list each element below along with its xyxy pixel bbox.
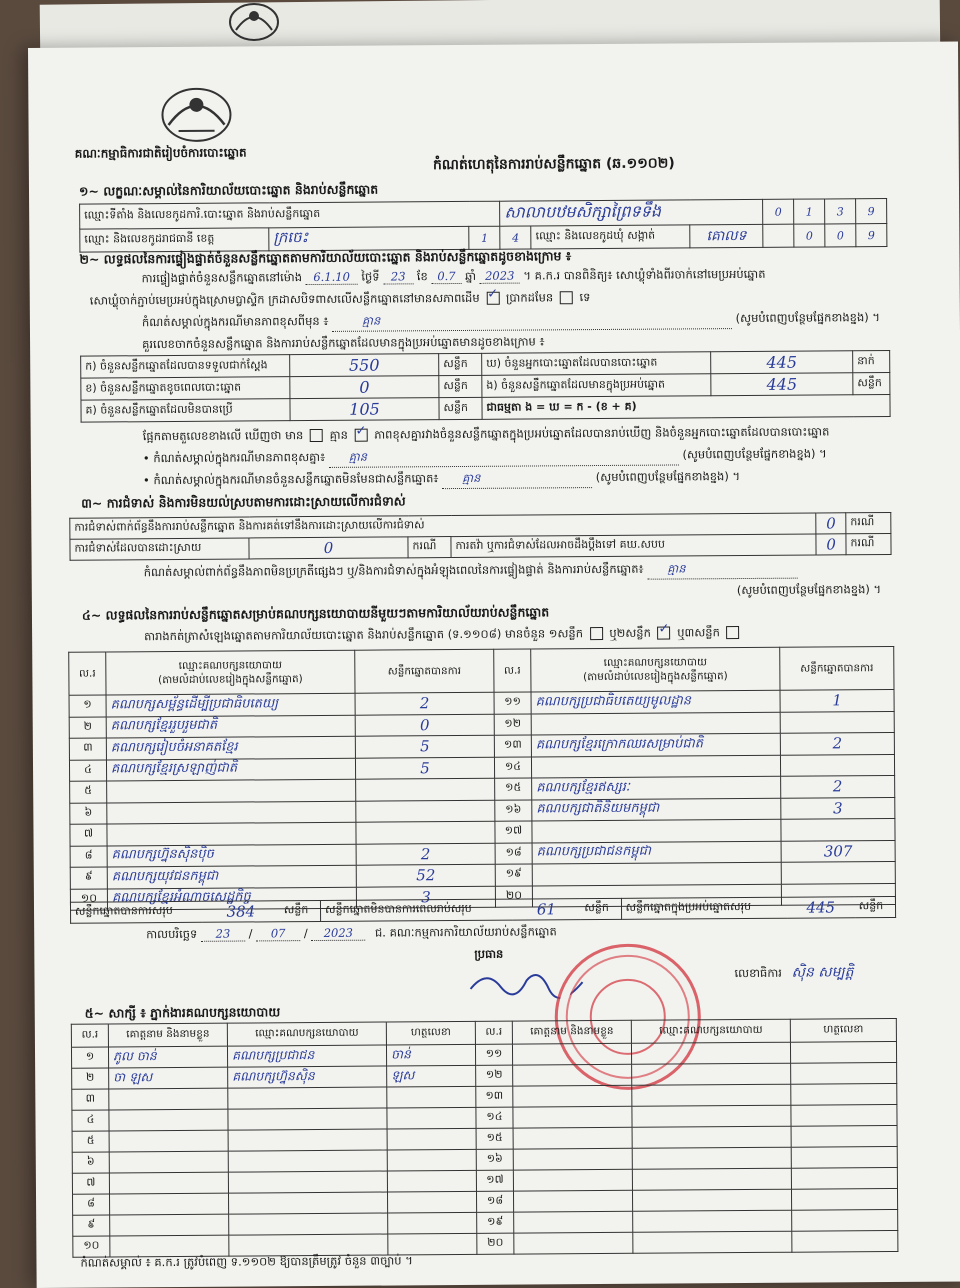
witness-signature[interactable] [387,1107,476,1129]
witness-party [229,1213,388,1235]
party-name: គណបក្សខ្មែរក្រោកឈរសម្រាប់ជាតិ [531,733,780,756]
witness-row [73,1230,898,1257]
three-sheet-checkbox[interactable] [726,626,739,639]
witness-name [109,1172,228,1194]
location-label: ឈ្មោះទីតាំង និងលេខកូដការិ.បោះឆ្នោត និងរាប់សន្លឹកឆ្នោត [80,201,500,229]
party-no: ៤ [69,759,106,781]
party-votes: 3 [356,886,495,908]
party-no: ៦ [70,802,107,824]
witness-no: ៨ [73,1194,110,1215]
col-party-right [531,647,780,692]
party-no: ៣ [69,738,106,760]
party-no: ១២ [494,714,531,736]
witness-party [633,1210,792,1232]
witness-no: ៧ [72,1173,109,1194]
verification-line [142,267,766,288]
two-sheet-label: ឬ២សន្លឹក [609,625,651,640]
col-votes-right: សន្លឹកឆ្នោតបានការ [780,646,894,690]
witness-name [110,1235,229,1257]
witness-no: ១០ [73,1236,110,1257]
section3-hint: (សូមបំពេញបន្ថែមផ្នែកខាងខ្នង) ។ [736,582,882,598]
col-party-left-l2: (តាមលំដាប់លេខរៀងក្នុងសន្លឹកឆ្នោត) [158,673,303,687]
formula-note: ជាធម្មតា ង = ឃ = ក - (ខ + គ) [482,394,890,419]
witness-party [632,1189,791,1211]
no-difference-label: គ្មាន [329,427,348,442]
witness-col-no-left: ល.រ [71,1024,108,1047]
date-month: 07 [256,926,300,941]
witness-no: ១៧ [476,1170,513,1191]
witness-no: ៣ [72,1089,109,1110]
witness-no: ១៩ [477,1212,514,1233]
complaint-value: 0 [816,534,846,555]
witness-no: ២ [72,1068,109,1089]
objection-value: 0 [816,513,846,534]
section3-note-value: គ្មាន [647,561,797,580]
witness-name [109,1130,228,1152]
time-value: 6.1.10 [306,270,358,285]
witness-party [228,1108,387,1130]
kv-value-c: 105 [290,398,439,421]
difference-line [143,424,830,446]
note1-line [142,310,922,333]
party-no: ៥ [70,781,107,803]
party-votes: 52 [356,864,495,886]
kv-label-d: ឃ) ចំនួនអ្នកបោះឆ្នោតដែលបានបោះឆ្នោត [482,352,711,376]
kv-unit-d: នាក់ [853,350,890,372]
two-sheet-checkbox[interactable] [657,627,670,640]
witness-signature[interactable] [791,1188,897,1210]
section2-title: ២~ លទ្ធផលនៃការផ្ទៀងផ្ទាត់ចំនួនសន្លឹកឆ្នោតតាមការិយាល័យបោះឆ្នោត និងរាប់សន្លឹកឆ្នោតដូចខាងក្រោម ៖ [79,248,572,267]
date-label: កាលបរិច្ឆេទ [146,926,198,942]
party-votes [356,778,495,800]
col-party-right-l1: ឈ្មោះគណបក្សនយោបាយ [603,656,708,669]
total-box-label: សន្លឹកឆ្នោតក្នុងប្រអប់ឆ្នោតសរុប [621,897,787,919]
witness-no: ៤ [72,1110,109,1131]
witness-signature[interactable] [790,1041,896,1063]
party-name: គណបក្សខ្មែរស្រឡាញ់ជាតិ [106,758,355,781]
witness-no: ១៤ [476,1107,513,1128]
witness-col-name-right: គោត្តនាម និងនាមខ្លួន [512,1020,631,1044]
month-label: ខែ [416,269,428,284]
objection-table [69,512,891,561]
col-party-right-l2: (តាមលំដាប់លេខរៀងក្នុងសន្លឹកឆ្នោត) [583,670,728,684]
witness-no: ១២ [476,1065,513,1086]
witness-no: ១ [71,1047,108,1068]
witness-name [109,1151,228,1173]
committee-label: ជ. គណៈកម្មការការិយាល័យរាប់សន្លឹកឆ្នោត [374,924,557,940]
party-name: គណបក្សរៀបចំអនាគតខ្មែរ [106,736,355,759]
commune-label: ឈ្មោះ និងលេខកូដឃុំ សង្កាត់ [531,225,690,249]
party-name: គណបក្សយុវជនកម្ពុជា [107,865,356,888]
party-votes: 1 [780,689,894,711]
witness-signature[interactable]: ចាន់ [386,1044,475,1066]
sheet-count-line [144,625,743,646]
witness-party: គណបក្សប្រជាជន [227,1045,386,1067]
witness-no: ២០ [477,1233,514,1254]
emblem-icon [226,0,282,44]
yes-label: ប្រាកដមែន [505,290,554,305]
verification-suffix: ។ គ.ក.រ បានពិនិត្យ៖ សោឃ្លុំទាំងពីរចាក់នៅមេប្រអប់ឆ្នោត [523,266,766,283]
party-name [532,819,781,842]
witness-name [110,1214,229,1236]
form-title: កំណត់ហេតុនៃការរាប់សន្លឹកឆ្នោត (ឆ.១១០២) [432,155,675,174]
kv-value-b: 0 [290,376,439,399]
party-votes: 307 [781,840,895,862]
secretary-name: ស៊ិន សម្បត្តិ [791,964,854,981]
party-votes [356,800,495,822]
witness-party [631,1042,790,1064]
witness-party [632,1168,791,1190]
witness-name [109,1109,228,1131]
witness-signature[interactable] [791,1062,897,1084]
section1-title: ១~ លក្ខណៈសម្គាល់នៃការិយាល័យបោះឆ្នោត និងរាប់សន្លឹកឆ្នោត [78,181,379,199]
party-name: គណបក្សខ្មែរអំណាចសេដ្ឋកិច្ច [107,887,356,910]
bullet2-hint: (សូមបំពេញបន្ថែមផ្នែកខាងខ្នង) ។ [595,469,741,485]
secretary-line [734,962,853,984]
objection-unit: ករណី [846,512,891,533]
total-valid-unit: សន្លឹក [280,900,321,921]
party-name: គណបក្សប្រជាជនកម្ពុជា [532,841,781,864]
section5-title: ៥~ សាក្សី ៖ ភ្នាក់ងារគណបក្សនយោបាយ [84,1004,281,1021]
count-table [80,350,890,423]
party-name [107,779,356,802]
verification-prefix: ការផ្ទៀងផ្ទាត់ចំនួនសន្លឹកឆ្នោតនៅម៉ោង [141,270,303,286]
complaint-unit: ករណី [846,533,891,554]
witness-party: គណបក្សហ្វ៊ុនស៊ិន [228,1066,387,1088]
witness-col-sign-left: ហត្ថលេខា [386,1021,475,1045]
kv-label-b: ខ) ចំនួនសន្លឹកឆ្នោតខូចពេលបោះឆ្នោត [81,377,290,400]
witness-name [513,1064,632,1086]
seal-text: សោឃ្លុំចាក់ភ្ជាប់មេប្រអប់ក្នុងស្រោមប្លាស្ទិក ក្រដាសបិទពាសលើសន្លឹកឆ្នោតនៅមានសភាពដើម [89,290,480,308]
party-votes [781,818,895,840]
no-difference-checkbox[interactable] [354,429,367,442]
party-votes: 5 [355,757,494,779]
difference-prefix: ផ្អែកតាមតួលេខខាងលើ ឃើញថា មាន [142,428,304,444]
witness-no: ១៥ [476,1128,513,1149]
secretary-label: លេខាធិការ [734,965,782,981]
witness-signature[interactable] [387,1191,476,1213]
total-box-unit: សន្លឹក [855,896,896,917]
location-value: សាលាបឋមសិក្សាព្រៃទទឹង [500,199,763,226]
results-table [68,646,896,911]
kv-value-d: 445 [711,351,853,374]
party-name: គណបក្សជាតិនិយមកម្ពុជា [532,798,781,821]
witness-signature[interactable] [791,1167,897,1189]
witness-party [632,1147,791,1169]
witness-no: ១៣ [476,1086,513,1107]
witness-party [228,1192,387,1214]
party-no: ១៥ [495,778,532,800]
party-name [107,801,356,824]
bullet2-label: • កំណត់សម្គាល់ក្នុងករណីមានចំនួនសន្លឹកឆ្នោតមិនមែនជាសន្លឹកឆ្នោត៖ [142,471,439,488]
totals-table [70,896,896,924]
bullet2-value: គ្មាន [442,470,592,489]
party-no: ១៦ [495,800,532,822]
no-label: ទេ [579,290,591,305]
party-no: ១៧ [495,821,532,843]
party-votes [780,711,894,733]
location-table [79,198,887,253]
col-party-left-l1: ឈ្មោះគណបក្សនយោបាយ [178,659,283,672]
witness-signature[interactable] [387,1149,476,1171]
total-valid-label: សន្លឹកឆ្នោតបានការសរុប [70,901,202,923]
complaint-label: ការតវ៉ា ឬការជំទាស់ដែលអាចដឹងប្តឹងទៅ គឃ.សបប [451,534,816,558]
month-value: 0.7 [431,269,461,284]
kv-unit-b: សន្លឹក [439,375,482,397]
date-day: 23 [201,927,245,942]
witness-party [228,1087,387,1109]
party-votes [356,821,495,843]
objection-label: ការជំទាស់ពាក់ព័ន្ធនឹងការរាប់សន្លឹកឆ្នោត និងការគត់ទៅនឹងការដោះស្រាយលើការជំទាស់ [70,513,816,539]
witness-signature[interactable] [388,1233,477,1255]
kv-value-e: 445 [711,373,853,396]
witness-signature[interactable] [791,1104,897,1126]
province-label: ឈ្មោះ និងលេខកូដរាជធានី ខេត្ត [80,228,269,252]
kv-unit-c: សន្លឹក [439,397,482,419]
witness-name [513,1106,632,1128]
party-name: គណបក្សខ្មែររួបរួមជាតិ [106,715,355,738]
resolved-unit: ករណី [408,537,451,558]
province-value: ក្រចេះ [269,226,469,250]
witness-signature[interactable] [791,1083,897,1105]
witness-signature[interactable] [791,1146,897,1168]
witness-name: ភូល ចាន់ [108,1046,227,1068]
commune-code-2: 0 [825,224,856,247]
one-sheet-checkbox[interactable] [590,627,603,640]
has-difference-checkbox[interactable] [310,429,323,442]
witness-signature[interactable] [387,1128,476,1150]
witness-party [632,1063,791,1085]
witness-no: ១៦ [476,1149,513,1170]
witness-col-party-left: ឈ្មោះគណបក្សនយោបាយ [227,1022,386,1046]
bullet1-label: • កំណត់សម្គាល់ក្នុងករណីមានភាពខុសគ្នា៖ [142,449,326,466]
party-no: ៨ [70,845,107,867]
party-votes: 2 [781,775,895,797]
party-votes [781,861,895,883]
kv-label-a: ក) ចំនួនសន្លឹកឆ្នោតដែលបានទទួលជាក់ស្តែង [81,355,290,378]
witness-name [513,1190,632,1212]
year-label: ឆ្នាំ [465,268,477,283]
party-votes: 5 [355,735,494,757]
party-votes: 2 [780,732,894,754]
party-votes: 0 [355,714,494,736]
seal-line [90,290,591,310]
year-value: 2023 [480,269,520,284]
party-name: គណបក្សហ្វ៊ុនស៊ិនប៉ិច [107,844,356,867]
witness-party [633,1231,792,1253]
witness-col-party-right: ឈ្មោះគណបក្សនយោបាយ [631,1019,790,1043]
col-party-left [106,650,355,695]
location-code-2: 1 [794,199,825,224]
witness-party [632,1084,791,1106]
location-code-1: 0 [763,199,794,224]
party-no: ១ [69,695,106,717]
party-votes [780,754,894,776]
witness-col-name-left: គោត្តនាម និងនាមខ្លួន [108,1023,227,1047]
witness-signature[interactable] [792,1230,898,1252]
witness-party [632,1126,791,1148]
date-year: 2023 [311,926,365,941]
kv-unit-e: សន្លឹក [853,372,890,394]
party-no: ២០ [495,885,532,907]
bullet1-line [143,446,913,469]
sheet-count-intro: តារាងកត់ត្រាសំឡេងឆ្នោតតាមការិយាល័យបោះឆ្នោត និងរាប់សន្លឹកឆ្នោត (ទ.១១០៨) មានចំនួន ១សន្លឹក [144,626,584,644]
party-name: គណបក្សប្រជាធិបតេយ្យមូលដ្ឋាន [531,690,780,713]
witness-name [513,1148,632,1170]
party-no: ១៩ [495,864,532,886]
party-no: ២ [69,716,106,738]
commune-code-3: 9 [856,224,887,247]
yes-checkbox[interactable] [486,292,499,305]
party-no: ១០ [70,888,107,910]
no-checkbox[interactable] [560,291,573,304]
chair-label: ប្រធាន [474,946,504,961]
party-no: ៩ [70,867,107,889]
witness-signature[interactable] [387,1086,476,1108]
total-valid-value: 384 [202,901,280,923]
col-votes-left: សន្លឹកឆ្នោតបានការ [355,649,494,693]
witness-no: ១៨ [476,1191,513,1212]
bullet1-value: គ្មាន [329,447,679,467]
witness-no: ១១ [475,1044,512,1065]
witness-name [110,1193,229,1215]
section3-note-line [144,560,914,583]
resolved-value: 0 [249,537,408,559]
witness-name [514,1232,633,1254]
party-no: ១៨ [495,843,532,865]
province-code-1: 1 [469,226,500,249]
witness-name: ចា ឡស [109,1067,228,1089]
party-name: គណបក្សខ្មែរឥស្សរៈ [532,776,781,799]
party-name [107,822,356,845]
kv-label-c: គ) ចំនួនសន្លឹកឆ្នោតដែលមិនបានប្រើ [81,399,290,422]
kv-value-a: 550 [290,354,439,377]
witness-name [513,1169,632,1191]
witness-name [109,1088,228,1110]
section4-title: ៤~ លទ្ធផលនៃការរាប់សន្លឹកឆ្នោតសម្រាប់គណបក្សនយោបាយនីមួយៗតាមការិយាល័យរាប់សន្លឹកឆ្នោត [81,604,550,623]
witness-party [228,1129,387,1151]
party-name: គណបក្សសម្ព័ន្ធដើម្បីប្រជាធិបតេយ្យ [106,693,355,716]
witness-signature[interactable] [792,1209,898,1231]
total-invalid-value: 61 [512,899,580,920]
bullet1-hint: (សូមបំពេញបន្ថែមផ្នែកខាងខ្នង) ។ [682,446,827,462]
witness-name [513,1085,632,1107]
total-box-value: 445 [787,897,855,918]
kv-unit-a: សន្លឹក [439,353,482,375]
witness-no: ៥ [72,1131,109,1152]
witness-name [512,1043,631,1065]
org-name: គណៈកម្មាធិការជាតិរៀបចំការបោះឆ្នោត [74,145,247,161]
col-no-right: ល.រ [494,649,531,692]
total-invalid-label: សន្លឹកឆ្នោតមិនបានការពេលរាប់សរុប [321,899,513,921]
party-votes: 2 [355,692,494,714]
resolved-label: ការជំទាស់ដែលបានដោះស្រាយ [70,538,249,560]
section3-note-label: កំណត់សម្គាល់ពាក់ព័ន្ធនឹងភាពមិនប្រក្រតីផ្សេងៗ ឬ/និងការជំទាស់ក្នុងអំឡុងពេលនៃការផ្ទៀងផ្ទាត់ និងការរាប់សន្លឹកឆ្នោត៖ [143,561,644,580]
difference-suffix: ភាពខុសគ្នារវាងចំនួនសន្លឹកឆ្នោតក្នុងប្រអប់ឆ្នោតដែលបានរាប់ឃើញ និងចំនួនអ្នកបោះឆ្នោតដែលបានបោះឆ្នោត [374,424,830,442]
footer-note: កំណត់សម្គាល់ ៖ គ.ក.រ ត្រូវបំពេញ ទ.១១០២ ឱ្យបានត្រឹមត្រូវ ចំនួន ៣ច្បាប់ ។ [80,1253,413,1270]
party-no: ១៤ [494,757,531,779]
party-name [532,862,781,885]
election-form-sheet [28,42,960,1288]
witness-no: ៦ [72,1152,109,1173]
witness-name [513,1127,632,1149]
witness-signature[interactable] [791,1125,897,1147]
counts-intro: គួរលេខចាកចំនួនសន្លឹកឆ្នោត និងការរាប់សន្លឹកឆ្នោតដែលមានក្នុងប្រអប់ឆ្នោតមានដូចខាងក្រោម ៖ [142,334,545,352]
three-sheet-label: ឬ៣សន្លឹក [677,625,720,640]
commune-value: គោលទ [690,224,763,248]
commune-code-1: 0 [794,224,825,247]
party-name [531,712,780,735]
kv-label-e: ង) ចំនួនសន្លឹកឆ្នោតដែលមានក្នុងប្រអប់ឆ្នោត [482,374,711,398]
emblem-icon [156,81,236,146]
witness-signature[interactable]: ឡស [387,1065,476,1087]
party-no: ១៣ [494,735,531,757]
col-no-left: ល.រ [69,652,106,695]
witness-col-no-right: ល.រ [475,1021,512,1044]
witness-signature[interactable] [387,1170,476,1192]
witness-table [71,1018,899,1258]
note1-value: គ្មាន [332,311,732,332]
section3-title: ៣~ ការជំទាស់ និងការមិនយល់ស្របតាមការដោះស្រាយលើការជំទាស់ [81,493,406,511]
total-invalid-unit: សន្លឹក [580,898,621,919]
witness-party [632,1105,791,1127]
note1-hint: (សូមបំពេញបន្ថែមផ្នែកខាងខ្នង) ។ [735,310,881,326]
party-no: ១១ [494,692,531,714]
location-code-3: 3 [825,199,856,224]
witness-no: ៩ [73,1215,110,1236]
witness-col-sign-right: ហត្ថលេខា [790,1018,896,1042]
witness-party [228,1150,387,1172]
day-value: 23 [383,269,413,284]
party-name [531,755,780,778]
bullet2-line [143,468,913,491]
witness-name [514,1211,633,1233]
date-line: កាលបរិច្ឆេទ 23 / 07 / 2023 ជ. គណៈកម្មការការិយាល័យរាប់សន្លឹកឆ្នោត [146,924,557,942]
party-votes: 2 [356,843,495,865]
province-code-2: 4 [500,226,531,249]
note1-label: កំណត់សម្គាល់ក្នុងករណីមានភាពខុសពីមុន ៖ [141,313,329,330]
day-label: ថ្ងៃទី [361,269,380,284]
location-code-4: 9 [856,199,887,224]
party-no: ៧ [70,824,107,846]
witness-signature[interactable] [388,1212,477,1234]
party-votes: 3 [781,797,895,819]
witness-party [228,1171,387,1193]
